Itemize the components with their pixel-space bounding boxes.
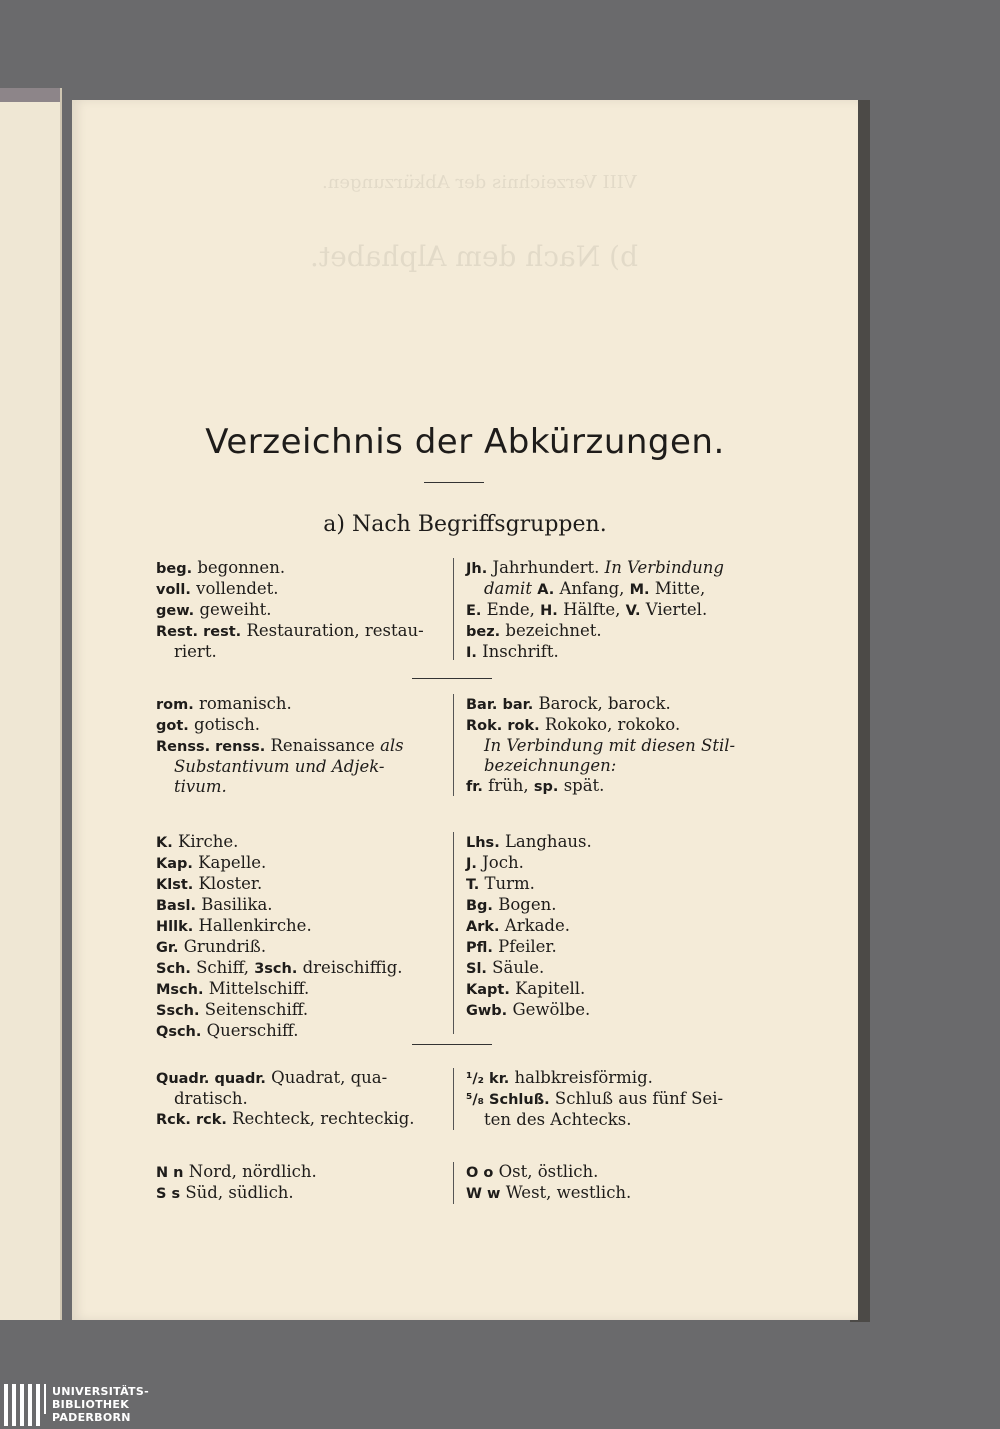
entry-text: geweiht. bbox=[199, 600, 272, 619]
abbreviation: Rck. rck. bbox=[156, 1112, 227, 1128]
group-5-left bbox=[156, 1162, 436, 1204]
entry-text: Grundriß. bbox=[183, 937, 267, 956]
abbreviation: Kap. bbox=[156, 856, 193, 872]
entry-text: früh, bbox=[488, 776, 529, 795]
entry-text: dratisch. bbox=[174, 1089, 248, 1108]
entry-text: West, westlich. bbox=[505, 1183, 632, 1202]
abbreviation-entry bbox=[466, 776, 756, 797]
entry-text: Nord, nördlich. bbox=[188, 1162, 317, 1181]
abbreviation-entry bbox=[156, 1162, 436, 1183]
entry-text: Arkade. bbox=[504, 916, 570, 935]
entry-italic-note: tivum. bbox=[174, 777, 227, 796]
entry-text: Barock, barock. bbox=[538, 694, 671, 713]
entry-text: Turm. bbox=[484, 874, 535, 893]
abbreviation-entry bbox=[156, 558, 436, 579]
abbreviation: H. bbox=[540, 603, 558, 619]
abbreviation-entry bbox=[156, 1109, 436, 1130]
abbreviation-entry bbox=[466, 715, 756, 736]
entry-text: Querschiff. bbox=[206, 1021, 299, 1040]
abbreviation: Sl. bbox=[466, 961, 487, 977]
group-5-right bbox=[466, 1162, 756, 1204]
entry-text: Kloster. bbox=[198, 874, 263, 893]
abbreviation: M. bbox=[629, 582, 650, 598]
entry-text: Basilika. bbox=[201, 895, 273, 914]
abbreviation-entry bbox=[466, 853, 756, 874]
abbreviation: Qsch. bbox=[156, 1024, 202, 1040]
column-divider bbox=[453, 1162, 454, 1204]
abbreviation: Lhs. bbox=[466, 835, 500, 851]
abbreviation: E. bbox=[466, 603, 482, 619]
column-divider bbox=[453, 832, 454, 1034]
abbreviation-entry bbox=[156, 1021, 436, 1042]
group-4-left bbox=[156, 1068, 436, 1130]
column-divider bbox=[453, 558, 454, 660]
title-divider bbox=[424, 482, 484, 483]
column-divider bbox=[453, 1068, 454, 1130]
abbreviation-entry bbox=[156, 916, 436, 937]
entry-text: begonnen. bbox=[197, 558, 286, 577]
abbreviation-entry bbox=[466, 895, 756, 916]
entry-text: Süd, südlich. bbox=[185, 1183, 294, 1202]
entry-text: Mitte, bbox=[654, 579, 706, 598]
abbreviation: J. bbox=[466, 856, 477, 872]
abbreviation: W w bbox=[466, 1186, 501, 1202]
abbreviation: Gwb. bbox=[466, 1003, 508, 1019]
entry-italic-note: als bbox=[380, 736, 404, 755]
entry-italic-note: In Verbindung bbox=[604, 558, 724, 577]
abbreviation: Kapt. bbox=[466, 982, 510, 998]
abbreviation: rom. bbox=[156, 697, 194, 713]
entry-text: Gewölbe. bbox=[512, 1000, 591, 1019]
abbreviation-entry bbox=[466, 756, 756, 776]
abbreviation-entry bbox=[466, 736, 756, 756]
entry-text: halbkreisförmig. bbox=[514, 1068, 653, 1087]
entry-text: Jahrhundert. bbox=[492, 558, 600, 577]
abbreviation: Rok. rok. bbox=[466, 718, 540, 734]
abbreviation: T. bbox=[466, 877, 480, 893]
entry-text: romanisch. bbox=[198, 694, 292, 713]
entry-italic-note: In Verbindung mit diesen Stil- bbox=[484, 736, 736, 755]
abbreviation: Renss. renss. bbox=[156, 739, 266, 755]
entry-text: Bogen. bbox=[498, 895, 557, 914]
abbreviation: Gr. bbox=[156, 940, 179, 956]
abbreviation: got. bbox=[156, 718, 189, 734]
abbreviation-entry bbox=[466, 1089, 756, 1110]
abbreviation-entry bbox=[466, 979, 756, 1000]
entry-text: Ost, östlich. bbox=[498, 1162, 599, 1181]
entry-text: Inschrift. bbox=[482, 642, 559, 661]
abbreviation: bez. bbox=[466, 624, 501, 640]
abbreviation-entry bbox=[156, 736, 436, 757]
bleedthrough-title: b) Nach dem Alphabet. bbox=[310, 240, 638, 273]
abbreviation: S s bbox=[156, 1186, 181, 1202]
abbreviation-entry bbox=[466, 600, 756, 621]
entry-text: riert. bbox=[174, 642, 217, 661]
abbreviation: Hllk. bbox=[156, 919, 194, 935]
entry-text: ten des Achtecks. bbox=[484, 1110, 632, 1129]
abbreviation: Jh. bbox=[466, 561, 488, 577]
abbreviation: Basl. bbox=[156, 898, 196, 914]
library-name-line: BIBLIOTHEK bbox=[52, 1398, 130, 1411]
abbreviation: Bg. bbox=[466, 898, 493, 914]
abbreviation-entry bbox=[156, 1068, 436, 1089]
abbreviation-entry bbox=[156, 715, 436, 736]
page-title: Verzeichnis der Abkürzungen. bbox=[205, 422, 725, 462]
abbreviation: gew. bbox=[156, 603, 195, 619]
abbreviation: I. bbox=[466, 645, 477, 661]
group-3-right bbox=[466, 832, 756, 1021]
entry-text: Hallenkirche. bbox=[198, 916, 312, 935]
abbreviation-entry bbox=[466, 694, 756, 715]
abbreviation-entry bbox=[466, 1183, 756, 1204]
abbreviation: O o bbox=[466, 1165, 494, 1181]
book-page bbox=[72, 100, 858, 1320]
library-name-line: PADERBORN bbox=[52, 1411, 131, 1424]
column-divider bbox=[453, 694, 454, 796]
abbreviation-entry bbox=[156, 958, 436, 979]
abbreviation: Msch. bbox=[156, 982, 204, 998]
abbreviation: Rest. rest. bbox=[156, 624, 242, 640]
abbreviation-entry bbox=[466, 916, 756, 937]
entry-text: Schluß aus fünf Sei- bbox=[554, 1089, 724, 1108]
entry-text: vollendet. bbox=[196, 579, 279, 598]
entry-italic-note: bezeichnungen: bbox=[484, 756, 617, 775]
abbreviation-entry bbox=[466, 1162, 756, 1183]
abbreviation-entry bbox=[156, 694, 436, 715]
group-2-right bbox=[466, 694, 756, 797]
entry-text: Pfeiler. bbox=[498, 937, 557, 956]
abbreviation-entry bbox=[466, 621, 756, 642]
entry-text: Kapitell. bbox=[515, 979, 586, 998]
library-name-line: UNIVERSITÄTS- bbox=[52, 1385, 149, 1398]
group-1-right bbox=[466, 558, 756, 663]
abbreviation: Ssch. bbox=[156, 1003, 200, 1019]
book-cover-strip bbox=[0, 88, 60, 102]
group-4-right bbox=[466, 1068, 756, 1130]
abbreviation: Pfl. bbox=[466, 940, 493, 956]
abbreviation: ⁵/₈ Schluß. bbox=[466, 1092, 550, 1108]
entry-text: Restauration, restau- bbox=[246, 621, 424, 640]
group-divider bbox=[412, 678, 492, 679]
abbreviation-entry bbox=[466, 832, 756, 853]
abbreviation: A. bbox=[537, 582, 555, 598]
abbreviation-entry bbox=[466, 558, 756, 579]
abbreviation: fr. bbox=[466, 779, 483, 795]
previous-page-edge bbox=[0, 88, 62, 1320]
entry-text: gotisch. bbox=[194, 715, 261, 734]
entry-text: Kirche. bbox=[178, 832, 239, 851]
abbreviation-entry bbox=[156, 600, 436, 621]
abbreviation-entry bbox=[466, 1000, 756, 1021]
entry-text: Mittelschiff. bbox=[208, 979, 310, 998]
abbreviation-entry bbox=[156, 777, 436, 797]
library-name bbox=[52, 1385, 149, 1424]
entry-text: Hälfte, bbox=[563, 600, 621, 619]
entry-text: Ende, bbox=[486, 600, 535, 619]
entry-text: bezeichnet. bbox=[505, 621, 602, 640]
abbreviation-entry bbox=[466, 1068, 756, 1089]
entry-text: Rechteck, rechteckig. bbox=[232, 1109, 415, 1128]
abbreviation: Ark. bbox=[466, 919, 500, 935]
abbreviation-entry bbox=[156, 757, 436, 777]
group-3-left bbox=[156, 832, 436, 1042]
abbreviation-entry bbox=[466, 1110, 756, 1130]
abbreviation: N n bbox=[156, 1165, 184, 1181]
abbreviation-entry bbox=[466, 874, 756, 895]
abbreviation: voll. bbox=[156, 582, 191, 598]
abbreviation-entry bbox=[156, 874, 436, 895]
abbreviation: Klst. bbox=[156, 877, 194, 893]
abbreviation-entry bbox=[156, 937, 436, 958]
group-1-left bbox=[156, 558, 436, 662]
abbreviation-entry bbox=[466, 579, 756, 600]
entry-text: Langhaus. bbox=[504, 832, 592, 851]
group-2-left bbox=[156, 694, 436, 797]
abbreviation: Quadr. quadr. bbox=[156, 1071, 266, 1087]
abbreviation-entry bbox=[156, 621, 436, 642]
abbreviation-entry bbox=[466, 958, 756, 979]
entry-text: Schiff, bbox=[196, 958, 249, 977]
section-subtitle: a) Nach Begriffsgruppen. bbox=[323, 512, 607, 537]
entry-text: Renaissance bbox=[270, 736, 375, 755]
abbreviation-entry bbox=[466, 937, 756, 958]
abbreviation-entry bbox=[156, 853, 436, 874]
abbreviation-entry bbox=[156, 979, 436, 1000]
abbreviation: K. bbox=[156, 835, 173, 851]
entry-text: Anfang, bbox=[559, 579, 625, 598]
bleedthrough-header: VIII Verzeichnis der Abkürzungen. bbox=[322, 172, 637, 193]
abbreviation: beg. bbox=[156, 561, 193, 577]
entry-text: Kapelle. bbox=[198, 853, 267, 872]
entry-text: spät. bbox=[563, 776, 605, 795]
abbreviation: sp. bbox=[533, 779, 559, 795]
abbreviation-entry bbox=[156, 1183, 436, 1204]
entry-text: Viertel. bbox=[645, 600, 708, 619]
entry-text: Quadrat, qua- bbox=[271, 1068, 388, 1087]
entry-italic-note: Substantivum und Adjek- bbox=[174, 757, 385, 776]
entry-text: Seitenschiff. bbox=[204, 1000, 309, 1019]
abbreviation: 3sch. bbox=[254, 961, 298, 977]
abbreviation: V. bbox=[625, 603, 641, 619]
abbreviation-entry bbox=[156, 1000, 436, 1021]
abbreviation-entry bbox=[156, 642, 436, 662]
abbreviation: Sch. bbox=[156, 961, 191, 977]
entry-text: Joch. bbox=[482, 853, 524, 872]
abbreviation: Bar. bar. bbox=[466, 697, 534, 713]
abbreviation-entry bbox=[156, 1089, 436, 1109]
abbreviation-entry bbox=[156, 579, 436, 600]
abbreviation-entry bbox=[466, 642, 756, 663]
entry-text: dreischiffig. bbox=[302, 958, 403, 977]
group-divider bbox=[412, 1044, 492, 1045]
entry-text: Rokoko, rokoko. bbox=[544, 715, 681, 734]
abbreviation: ¹/₂ kr. bbox=[466, 1071, 510, 1087]
abbreviation-entry bbox=[156, 832, 436, 853]
abbreviation-entry bbox=[156, 895, 436, 916]
library-footer bbox=[0, 1380, 1000, 1429]
entry-italic-note: damit bbox=[484, 579, 532, 598]
entry-text: Säule. bbox=[492, 958, 545, 977]
